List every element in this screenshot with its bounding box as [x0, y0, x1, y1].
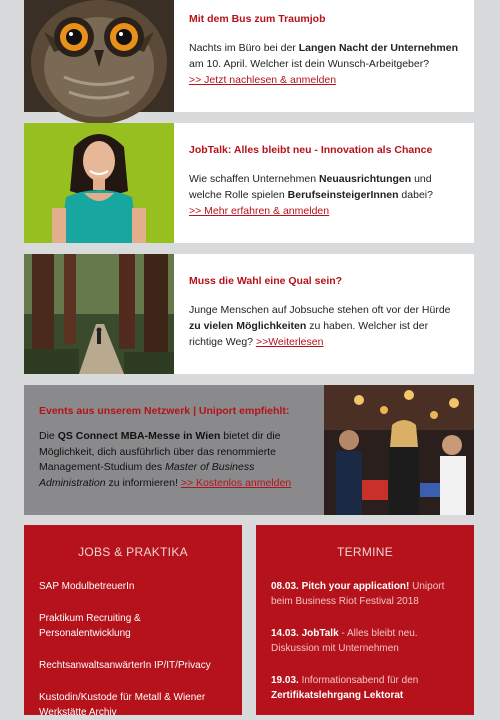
- fair-crowd-image: [324, 385, 474, 515]
- owl-image: [24, 0, 174, 112]
- article-card-choice: [24, 254, 474, 374]
- article-card-bus: [24, 0, 474, 112]
- jobs-heading: JOBS & PRAKTIKA: [78, 545, 188, 559]
- jobs-box: [24, 525, 242, 718]
- article-title: Muss die Wahl eine Qual sein?: [189, 275, 343, 287]
- article-title: JobTalk: Alles bleibt neu - Innovation als Chance: [189, 144, 433, 156]
- job-item[interactable]: RechtsanwaltsanwärterIn IP/IT/Privacy: [39, 660, 211, 671]
- job-item[interactable]: Kustodin/Kustode für Metall & Wiener Werkstätte Archiv: [39, 692, 206, 718]
- dates-heading: TERMINE: [336, 545, 394, 559]
- dates-box: [256, 525, 474, 715]
- article-text: Nachts im Büro bei der Langen Nacht der Unternehmen am 10. April. Welcher ist dein Wunsch-Arbeitgeber? >> Jetzt nachlesen & anmelden: [189, 42, 458, 86]
- article-text: Wie schaffen Unternehmen Neuausrichtungen und welche Rolle spielen BerufseinsteigerInnen dabei? >> Mehr erfahren & anmelden: [189, 173, 433, 217]
- event-register-link[interactable]: >> Kostenlos anmelden: [180, 476, 292, 489]
- article-text: Junge Menschen auf Jobsuche stehen oft vor der Hürde zu vielen Möglichkeiten zu haben. Welcher ist der richtige Weg? >>Weiterlesen: [189, 304, 451, 348]
- forest-image: [24, 254, 174, 374]
- article-link-more[interactable]: >> Mehr erfahren & anmelden: [189, 205, 330, 217]
- job-item[interactable]: SAP ModulbetreuerIn: [39, 581, 135, 592]
- article-link-register[interactable]: >> Jetzt nachlesen & anmelden: [189, 74, 337, 86]
- job-item[interactable]: Praktikum Recruiting & Personalentwicklung: [39, 613, 141, 639]
- article-link-read-more[interactable]: >>Weiterlesen: [255, 336, 324, 348]
- event-title: Events aus unserem Netzwerk | Uniport empfiehlt:: [39, 405, 290, 417]
- date-item[interactable]: 19.03. Informationsabend für den Zertifikatslehrgang Lektorat: [271, 675, 419, 701]
- article-title: Mit dem Bus zum Traumjob: [189, 13, 326, 25]
- article-card-jobtalk: [24, 123, 474, 243]
- event-text: Die QS Connect MBA-Messe in Wien bietet dir die Möglichkeit, dich ausführlich über das renommierte Management-Studium des Master of Business Administration zu informieren! >> Kostenlos anmelden: [39, 430, 292, 489]
- date-item[interactable]: 14.03. JobTalk - Alles bleibt neu. Diskussion mit Unternehmen: [271, 628, 418, 654]
- event-recommendation: [24, 385, 474, 515]
- woman-image: [24, 123, 174, 243]
- date-item[interactable]: 08.03. Pitch your application! Uniport beim Business Riot Festival 2018: [271, 581, 445, 607]
